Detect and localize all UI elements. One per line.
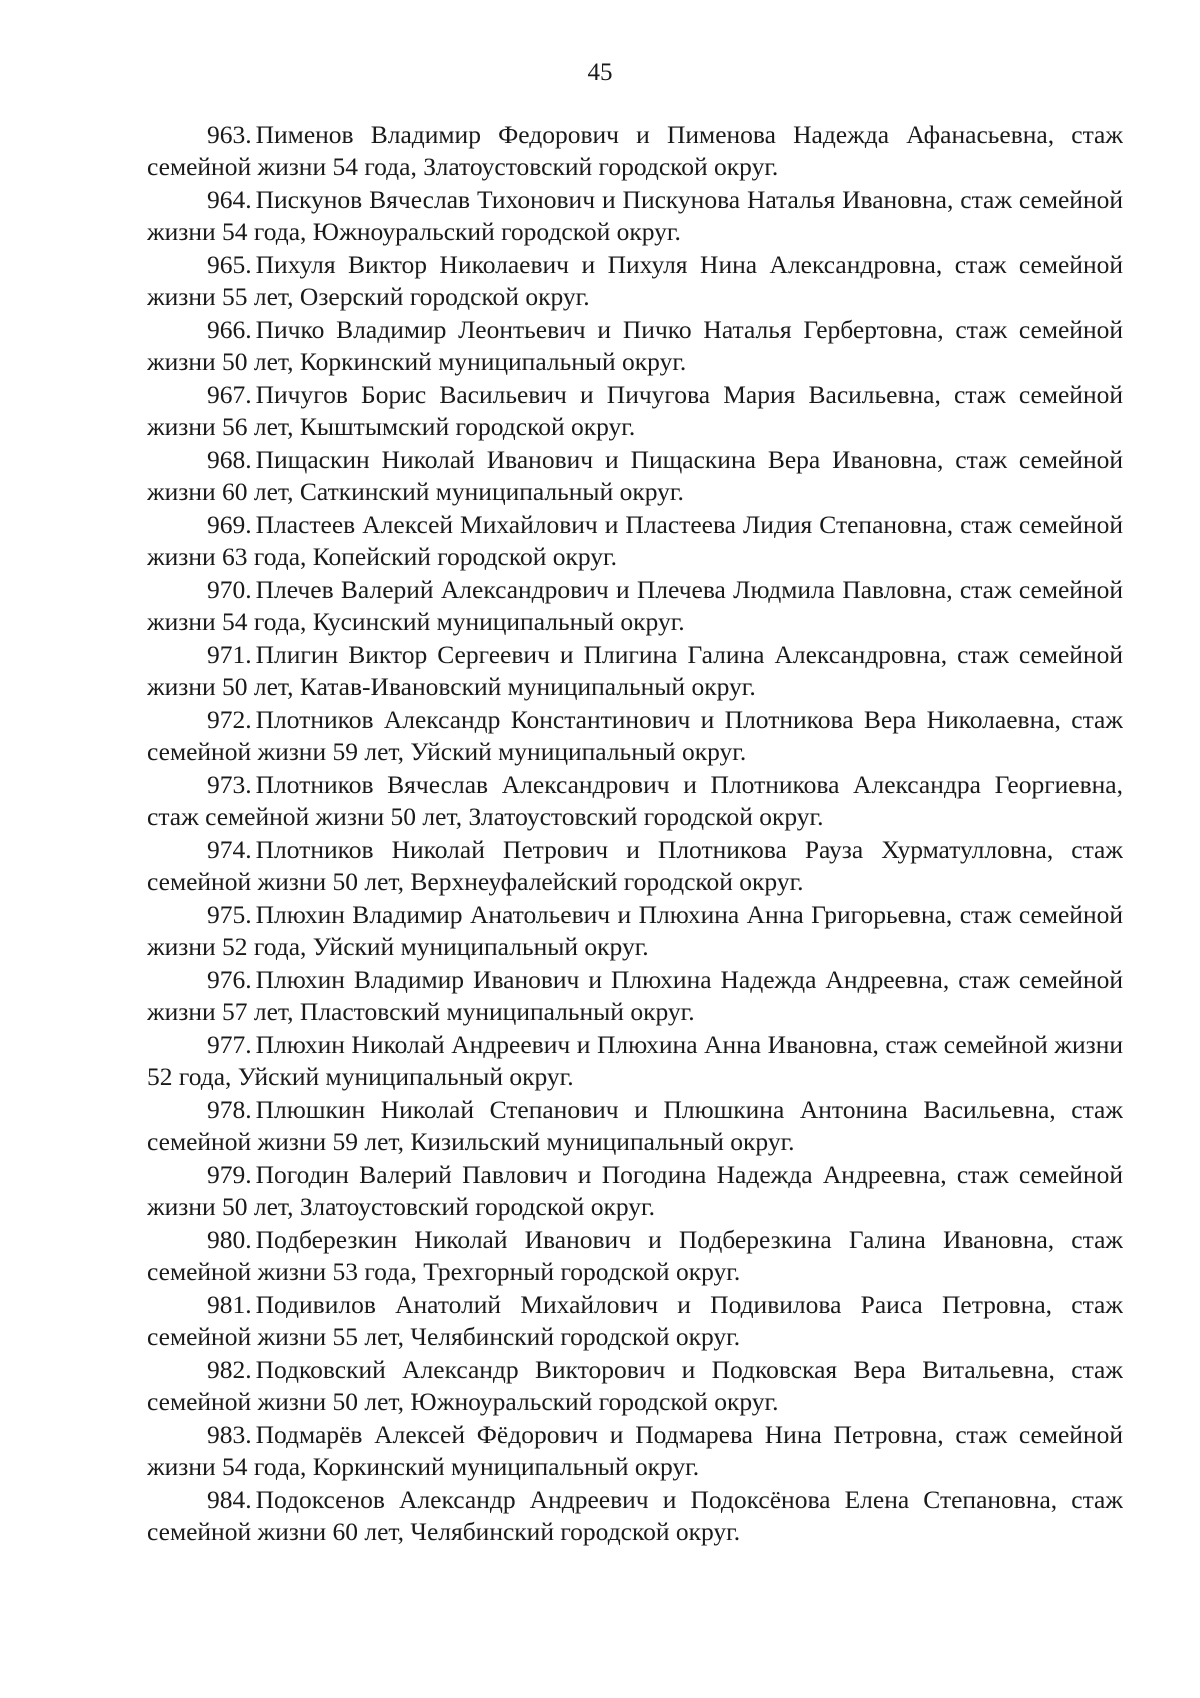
entry-number: 984. [207, 1485, 252, 1514]
entry-number: 976. [207, 965, 252, 994]
entry-text: Подивилов Анатолий Михайлович и Подивилова Раиса Петровна, стаж семейной жизни 55 лет, Челябинский городской округ. [147, 1290, 1123, 1351]
list-item [147, 184, 1123, 247]
entry-text: Подберезкин Николай Иванович и Подберезкина Галина Ивановна, стаж семейной жизни 53 года, Трехгорный городской округ. [147, 1225, 1123, 1286]
list-item [147, 639, 1123, 702]
list-item [147, 509, 1123, 572]
list-item [147, 899, 1123, 962]
entry-text: Подмарёв Алексей Фёдорович и Подмарева Нина Петровна, стаж семейной жизни 54 года, Коркинский муниципальный округ. [147, 1420, 1123, 1481]
entry-text: Пичугов Борис Васильевич и Пичугова Мария Васильевна, стаж семейной жизни 56 лет, Кыштымский городской округ. [147, 380, 1123, 441]
entry-number: 970. [207, 575, 252, 604]
entry-text: Плечев Валерий Александрович и Плечева Людмила Павловна, стаж семейной жизни 54 года, Кусинский муниципальный округ. [147, 575, 1123, 636]
list-item [147, 769, 1123, 832]
list-item [147, 314, 1123, 377]
list-item [147, 444, 1123, 507]
entry-number: 977. [207, 1030, 252, 1059]
entry-number: 975. [207, 900, 252, 929]
page-number: 45 [587, 59, 613, 86]
entry-number: 965. [207, 250, 252, 279]
entry-list [147, 119, 1123, 1549]
entry-number: 979. [207, 1160, 252, 1189]
entry-number: 963. [207, 120, 252, 149]
entry-text: Пичко Владимир Леонтьевич и Пичко Наталья Гербертовна, стаж семейной жизни 50 лет, Коркинский муниципальный округ. [147, 315, 1123, 376]
entry-text: Пименов Владимир Федорович и Пименова Надежда Афанасьевна, стаж семейной жизни 54 года, Златоустовский городской округ. [147, 120, 1123, 181]
list-item [147, 1094, 1123, 1157]
entry-number: 966. [207, 315, 252, 344]
entry-text: Плюхин Владимир Анатольевич и Плюхина Анна Григорьевна, стаж семейной жизни 52 года, Уйский муниципальный округ. [147, 900, 1123, 961]
entry-number: 973. [207, 770, 252, 799]
list-item [147, 1289, 1123, 1352]
list-item [147, 379, 1123, 442]
entry-text: Пищаскин Николай Иванович и Пищаскина Вера Ивановна, стаж семейной жизни 60 лет, Саткинский муниципальный округ. [147, 445, 1123, 506]
entry-number: 974. [207, 835, 252, 864]
entry-text: Плотников Николай Петрович и Плотникова Рауза Хурматулловна, стаж семейной жизни 50 лет, Верхнеуфалейский городской округ. [147, 835, 1123, 896]
list-item [147, 249, 1123, 312]
entry-text: Подковский Александр Викторович и Подковская Вера Витальевна, стаж семейной жизни 50 лет, Южноуральский городской округ. [147, 1355, 1123, 1416]
entry-number: 972. [207, 705, 252, 734]
list-item [147, 704, 1123, 767]
list-item [147, 1484, 1123, 1547]
entry-text: Погодин Валерий Павлович и Погодина Надежда Андреевна, стаж семейной жизни 50 лет, Златоустовский городской округ. [147, 1160, 1123, 1221]
entry-text: Плюшкин Николай Степанович и Плюшкина Антонина Васильевна, стаж семейной жизни 59 лет, Кизильский муниципальный округ. [147, 1095, 1123, 1156]
list-item [147, 119, 1123, 182]
entry-text: Пихуля Виктор Николаевич и Пихуля Нина Александровна, стаж семейной жизни 55 лет, Озерский городской округ. [147, 250, 1123, 311]
entry-text: Плотников Вячеслав Александрович и Плотникова Александра Георгиевна, стаж семейной жизни 50 лет, Златоустовский городской округ. [147, 770, 1123, 831]
entry-number: 983. [207, 1420, 252, 1449]
list-item [147, 964, 1123, 1027]
entry-text: Плотников Александр Константинович и Плотникова Вера Николаевна, стаж семейной жизни 59 лет, Уйский муниципальный округ. [147, 705, 1123, 766]
entry-number: 969. [207, 510, 252, 539]
entry-text: Плигин Виктор Сергеевич и Плигина Галина Александровна, стаж семейной жизни 50 лет, Катав-Ивановский муниципальный округ. [147, 640, 1123, 701]
list-item [147, 1224, 1123, 1287]
entry-number: 968. [207, 445, 252, 474]
entry-number: 980. [207, 1225, 252, 1254]
entry-number: 981. [207, 1290, 252, 1319]
list-item [147, 834, 1123, 897]
entry-text: Пискунов Вячеслав Тихонович и Пискунова Наталья Ивановна, стаж семейной жизни 54 года, Южноуральский городской округ. [147, 185, 1123, 246]
entry-number: 967. [207, 380, 252, 409]
entry-text: Пластеев Алексей Михайлович и Пластеева Лидия Степановна, стаж семейной жизни 63 года, Копейский городской округ. [147, 510, 1123, 571]
entry-number: 971. [207, 640, 252, 669]
list-item [147, 1354, 1123, 1417]
entry-text: Плюхин Николай Андреевич и Плюхина Анна Ивановна, стаж семейной жизни 52 года, Уйский муниципальный округ. [147, 1030, 1123, 1091]
entry-number: 982. [207, 1355, 252, 1384]
entry-text: Подоксенов Александр Андреевич и Подоксёнова Елена Степановна, стаж семейной жизни 60 лет, Челябинский городской округ. [147, 1485, 1123, 1546]
entry-number: 978. [207, 1095, 252, 1124]
list-item [147, 1159, 1123, 1222]
entry-number: 964. [207, 185, 252, 214]
list-item [147, 1419, 1123, 1482]
entry-text: Плюхин Владимир Иванович и Плюхина Надежда Андреевна, стаж семейной жизни 57 лет, Пластовский муниципальный округ. [147, 965, 1123, 1026]
list-item [147, 1029, 1123, 1092]
list-item [147, 574, 1123, 637]
